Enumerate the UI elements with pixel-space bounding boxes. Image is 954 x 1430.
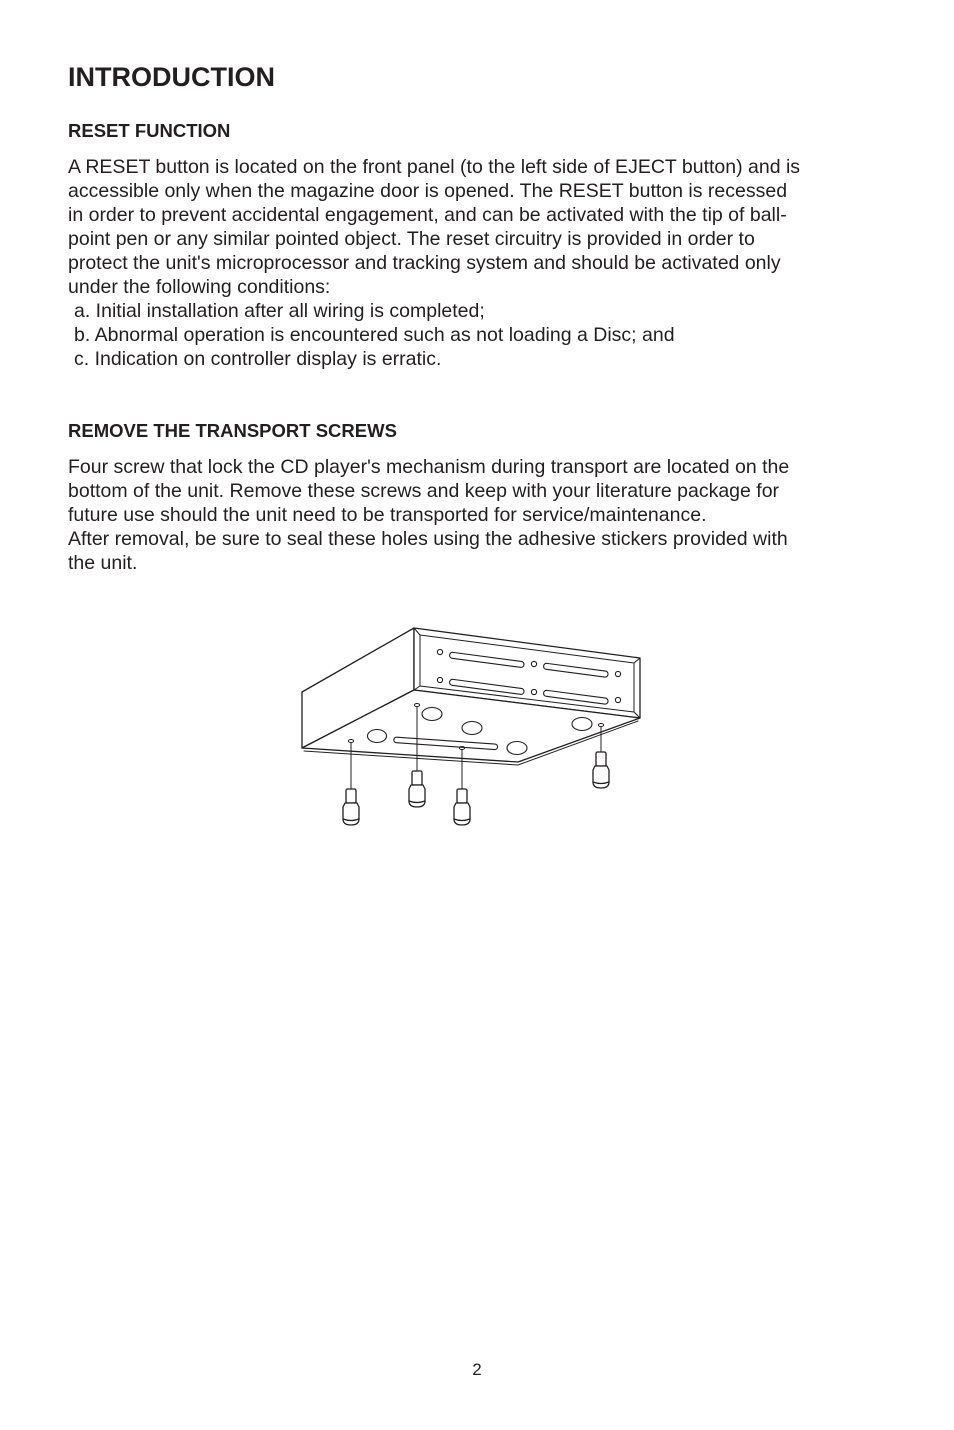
- transport-screw-icon: [454, 789, 470, 825]
- transport-paragraph-line: the unit.: [68, 552, 138, 574]
- transport-screw-icon: [343, 789, 359, 825]
- transport-screws-illustration: [296, 620, 648, 836]
- reset-function-body: [68, 155, 898, 371]
- reset-paragraph-line: under the following conditions:: [68, 276, 331, 298]
- transport-screw-icon: [409, 771, 425, 807]
- transport-paragraph-line: Four screw that lock the CD player's mechanism during transport are located on the: [68, 456, 790, 478]
- page-title: INTRODUCTION: [68, 62, 275, 92]
- reset-condition-a: a. Initial installation after all wiring is completed;: [74, 300, 485, 322]
- transport-screw-icon: [593, 752, 609, 788]
- transport-paragraph-line: bottom of the unit. Remove these screws and keep with your literature package for: [68, 480, 780, 502]
- reset-paragraph-line: protect the unit's microprocessor and tracking system and should be activated only: [68, 252, 781, 274]
- transport-paragraph-line: After removal, be sure to seal these holes using the adhesive stickers provided with: [68, 528, 788, 550]
- reset-condition-b: b. Abnormal operation is encountered such as not loading a Disc; and: [74, 324, 675, 346]
- reset-function-heading: RESET FUNCTION: [68, 120, 231, 141]
- transport-paragraph-line: future use should the unit need to be transported for service/maintenance.: [68, 504, 707, 526]
- reset-paragraph-line: accessible only when the magazine door is opened. The RESET button is recessed: [68, 180, 788, 202]
- reset-paragraph-line: in order to prevent accidental engagement, and can be activated with the tip of ball-: [68, 204, 787, 226]
- reset-condition-c: c. Indication on controller display is erratic.: [74, 348, 442, 370]
- page-number: 2: [472, 1360, 482, 1379]
- reset-paragraph-line: point pen or any similar pointed object. The reset circuitry is provided in order to: [68, 228, 755, 250]
- transport-screws-body: [68, 455, 898, 575]
- transport-screws-heading: REMOVE THE TRANSPORT SCREWS: [68, 420, 397, 441]
- reset-paragraph-line: A RESET button is located on the front panel (to the left side of EJECT button) and is: [68, 156, 801, 178]
